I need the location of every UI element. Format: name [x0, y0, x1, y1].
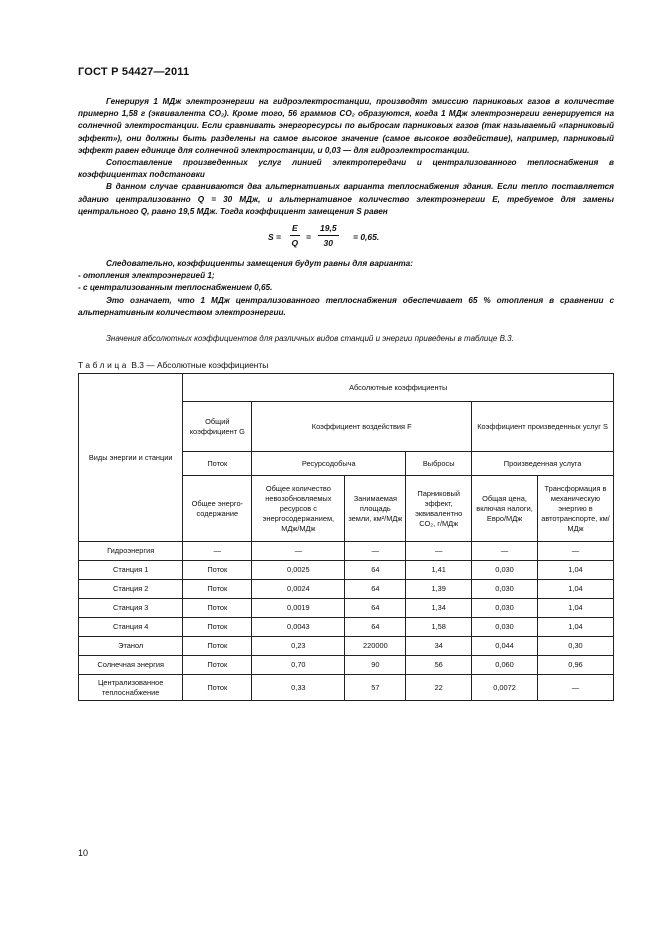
list-item: - отопления электроэнергией 1;	[78, 271, 215, 281]
table-cell: 0,0043	[252, 618, 345, 637]
header-col1: Общее энерго-содержание	[183, 476, 252, 542]
table-cell: 0,70	[252, 656, 345, 675]
table-row	[79, 542, 614, 561]
table-cell: —	[537, 675, 613, 701]
header-resource: Ресурсодобыча	[252, 452, 406, 476]
header-col4: Парниковый эффект, эквивалентно CO₂, г/МДж	[406, 476, 472, 542]
table-cell: 0,30	[537, 637, 613, 656]
header-absolute: Абсолютные коэффициенты	[183, 374, 614, 402]
paragraph: В данном случае сравниваются два альтернативных варианта теплоснабжения здания. Если теплo поставляется зданию централизованно Q = 30 МДж, и альтернативное количество электроэнергии E, требуемое для замены центрального Q, равно 19,5 МДж. Тогда коэффициент замещения S равен	[78, 182, 614, 216]
table-cell: Станция 3	[79, 599, 183, 618]
table-cell: 0,030	[472, 580, 538, 599]
table-cell: 0,33	[252, 675, 345, 701]
table-cell: —	[252, 542, 345, 561]
table-cell: Поток	[183, 561, 252, 580]
table-cell: Поток	[183, 656, 252, 675]
paragraph: Сопоставление произведенных услуг линией электропередачи и централизованного теплоснабжения в коэффициентах подстановки	[78, 158, 614, 180]
table-cell: Станция 2	[79, 580, 183, 599]
table-cell: 1,04	[537, 580, 613, 599]
fraction-e-q	[290, 222, 300, 249]
page-number: 10	[78, 848, 89, 858]
table-cell: 22	[406, 675, 472, 701]
table-cell: 0,96	[537, 656, 613, 675]
table-cell: Станция 1	[79, 561, 183, 580]
body-text	[78, 96, 614, 319]
fraction-values	[318, 222, 339, 249]
table-row	[79, 618, 614, 637]
table-cell: 1,04	[537, 561, 613, 580]
table-cell: Солнечная энергия	[79, 656, 183, 675]
coefficients-table	[78, 373, 614, 701]
table-cell: 0,0024	[252, 580, 345, 599]
formula	[78, 220, 614, 254]
header-col2: Общее количество невозобновляемых ресурсов с энергосодержанием, МДж/МДж	[252, 476, 345, 542]
table-row	[79, 637, 614, 656]
table-cell: Поток	[183, 675, 252, 701]
header-services: Коэффициент произведенных услуг S	[472, 402, 614, 452]
list-item: - с централизованным теплоснабжением 0,65.	[78, 283, 273, 293]
header-service-produced: Произведенная услуга	[472, 452, 614, 476]
table-caption	[78, 360, 268, 370]
header-emissions: Выбросы	[406, 452, 472, 476]
table-cell: 0,0072	[472, 675, 538, 701]
header-col6: Трансформация в механическую энергию в автотранспорте, км/МДж	[537, 476, 613, 542]
table-cell: 64	[345, 599, 406, 618]
paragraph: Это означает, что 1 МДж централизованного теплоснабжения обеспечивает 65 % отопления в сравнении с альтернативным количеством электроэнергии.	[78, 295, 614, 317]
paragraph: Генерируя 1 МДж электроэнергии на гидроэлектростанции, производят эмиссию парниковых газов в количестве примерно 1,58 г (эквивалента CO₂). Кроме того, 56 граммов CO₂ образуются, когда 1 МДж электроэнергии генерируется на солнечной электростанции. Если сравнивать энергоресурсы по выбросам парниковых газов (так называемый «парниковый эффект»), они должны быть разделены на самое высокое значение (самое высокое воздействие), например, парниковый эффект равен единице для солнечной электростанции, и 0,03 — для гидроэлектростанции.	[78, 97, 614, 155]
header-impact: Коэффициент воздействия F	[252, 402, 472, 452]
header-kinds: Виды энергии и станции	[79, 374, 183, 542]
paragraph: Следовательно, коэффициенты замещения будут равны для варианта:	[106, 259, 413, 269]
table-cell: —	[472, 542, 538, 561]
table-cell: Гидроэнергия	[79, 542, 183, 561]
table-cell: —	[183, 542, 252, 561]
fraction-numerator: 19,5	[318, 222, 339, 236]
table-cell: 1,04	[537, 618, 613, 637]
table-row	[79, 599, 614, 618]
table-cell: —	[345, 542, 406, 561]
table-cell: 1,34	[406, 599, 472, 618]
table-row	[79, 656, 614, 675]
table-cell: Станция 4	[79, 618, 183, 637]
note-text: Значения абсолютных коэффициентов для различных видов станций и энергии приведены в таблице В.3.	[106, 334, 514, 343]
table-cell: 0,030	[472, 599, 538, 618]
table-cell: 0,030	[472, 561, 538, 580]
table-row	[79, 675, 614, 701]
table-cell: Поток	[183, 637, 252, 656]
table-cell: Поток	[183, 618, 252, 637]
table-cell: 1,58	[406, 618, 472, 637]
formula-equals: =	[306, 232, 311, 243]
table-cell: 0,0025	[252, 561, 345, 580]
table-cell: 0,060	[472, 656, 538, 675]
table-cell: 57	[345, 675, 406, 701]
fraction-numerator: E	[290, 222, 300, 236]
document-header: ГОСТ Р 54427—2011	[78, 66, 190, 78]
table-row	[79, 561, 614, 580]
table-cell: —	[406, 542, 472, 561]
table-caption-prefix: Таблица	[78, 360, 130, 370]
table-cell: Поток	[183, 599, 252, 618]
table-cell: 34	[406, 637, 472, 656]
formula-result: = 0,65.	[353, 232, 380, 243]
header-general: Общий коэффициент G	[183, 402, 252, 452]
table-cell: 220000	[345, 637, 406, 656]
table-cell: 64	[345, 618, 406, 637]
table-cell: 0,044	[472, 637, 538, 656]
table-cell: 56	[406, 656, 472, 675]
table-cell: —	[537, 542, 613, 561]
table-cell: 1,04	[537, 599, 613, 618]
header-flow: Поток	[183, 452, 252, 476]
table-cell: 64	[345, 561, 406, 580]
header-col5: Общая цена, включая налоги, Евро/МДж	[472, 476, 538, 542]
table-cell: 1,41	[406, 561, 472, 580]
table-row	[79, 580, 614, 599]
table-cell: Этанол	[79, 637, 183, 656]
header-col3: Занимаемая площадь земли, км²/МДж	[345, 476, 406, 542]
fraction-denominator: 30	[323, 238, 333, 249]
table-caption-title: В.3 — Абсолютные коэффициенты	[131, 360, 269, 370]
table-cell: 0,23	[252, 637, 345, 656]
fraction-denominator: Q	[291, 238, 299, 249]
table-cell: 64	[345, 580, 406, 599]
table-cell: 0,030	[472, 618, 538, 637]
formula-lhs: S =	[268, 232, 281, 243]
table-cell: Централизованное теплоснабжение	[79, 675, 183, 701]
table-cell: 90	[345, 656, 406, 675]
table-cell: 0,0019	[252, 599, 345, 618]
table-cell: Поток	[183, 580, 252, 599]
table-cell: 1,39	[406, 580, 472, 599]
